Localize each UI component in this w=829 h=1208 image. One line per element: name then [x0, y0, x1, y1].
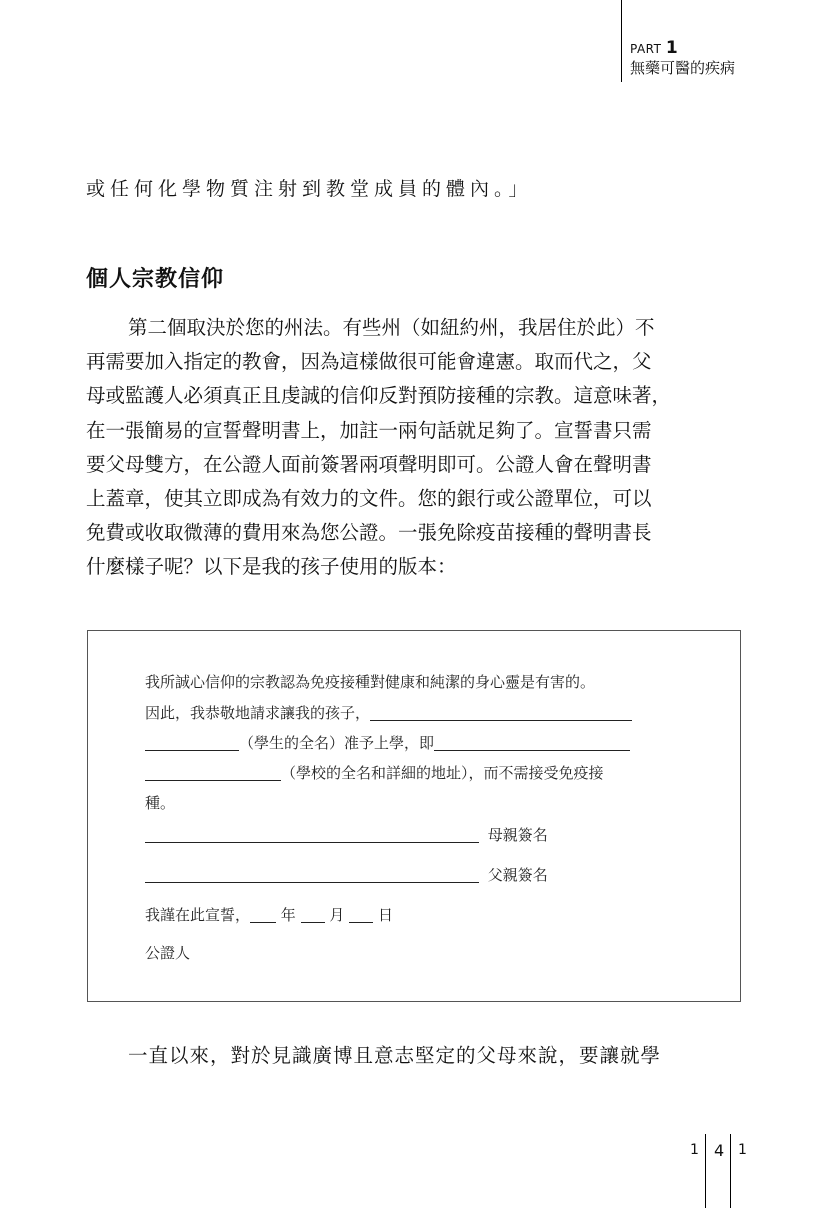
student-name-label: （學生的全名）准予上學，即 — [239, 734, 435, 752]
mother-signature-line — [145, 824, 548, 845]
paragraph-line: 第二個取決於您的州法。有些州（如紐約州，我居住於此）不 — [128, 316, 655, 339]
oath-date-line — [145, 904, 393, 925]
paragraph-line: 什麼樣子呢？以下是我的孩子使用的版本： — [86, 555, 457, 579]
part-prefix: PART — [630, 42, 662, 56]
part-number: 1 — [665, 38, 679, 58]
header-divider — [621, 0, 622, 82]
form-line-belief: 我所誠心信仰的宗教認為免疫接種對健康和純潔的身心靈是有害的。 — [145, 673, 596, 691]
continuation-text: 或任何化學物質注射到教堂成員的體內。」 — [86, 178, 533, 200]
month-label: 月 — [329, 906, 345, 924]
mother-signature-label: 母親簽名 — [487, 826, 548, 844]
father-signature-line — [145, 864, 548, 885]
form-line-end: 種。 — [145, 794, 176, 812]
form-line-school — [145, 762, 604, 783]
mother-signature-blank — [145, 826, 479, 843]
form-line-student — [145, 732, 630, 753]
paragraph-line: 再需要加入指定的教會，因為這樣做很可能會違憲。取而代之，父 — [86, 350, 652, 374]
paragraph-line: 要父母雙方，在公證人面前簽署兩項聲明即可。公證人會在聲明書 — [86, 452, 652, 476]
page-number-digit: 4 — [714, 1141, 725, 1160]
notary-label: 公證人 — [145, 944, 191, 962]
oath-label: 我謹在此宣誓， — [145, 906, 251, 924]
school-name-blank — [145, 764, 281, 781]
school-address-label: （學校的全名和詳細的地址），而不需接受免疫接 — [281, 764, 604, 782]
paragraph-line: 在一張簡易的宣誓聲明書上，加註一兩句話就足夠了。宣誓書只需 — [86, 418, 652, 442]
form-line-request — [145, 702, 632, 723]
child-name-blank — [370, 704, 632, 721]
page-number-digit: 1 — [690, 1142, 699, 1158]
running-header — [0, 0, 829, 90]
closing-text: 一直以來，對於見識廣博且意志堅定的父母來說，要讓就學 — [128, 1044, 662, 1067]
page-number-digit: 1 — [738, 1142, 747, 1158]
exemption-form-box — [87, 630, 741, 1002]
part-label — [630, 38, 678, 58]
year-blank — [250, 906, 276, 923]
father-signature-blank — [145, 866, 479, 883]
body-paragraph — [86, 311, 748, 585]
day-blank — [349, 906, 373, 923]
chapter-title: 無藥可醫的疾病 — [630, 59, 736, 77]
father-signature-label: 父親簽名 — [487, 866, 548, 884]
student-name-blank — [145, 734, 239, 751]
page-number-divider — [705, 1134, 706, 1208]
school-blank — [434, 734, 630, 751]
page-number-divider — [730, 1134, 731, 1208]
paragraph-line: 上蓋章，使其立即成為有效力的文件。您的銀行或公證單位，可以 — [86, 487, 652, 511]
day-label: 日 — [377, 906, 393, 924]
paragraph-line: 免費或收取微薄的費用來為您公證。一張免除疫苗接種的聲明書長 — [86, 521, 652, 545]
month-blank — [301, 906, 325, 923]
year-label: 年 — [280, 906, 296, 924]
form-request-label: 因此，我恭敬地請求讓我的孩子， — [145, 704, 371, 722]
section-heading: 個人宗教信仰 — [86, 267, 225, 292]
paragraph-line: 母或監護人必須真正且虔誠的信仰反對預防接種的宗教。這意味著， — [86, 384, 672, 408]
